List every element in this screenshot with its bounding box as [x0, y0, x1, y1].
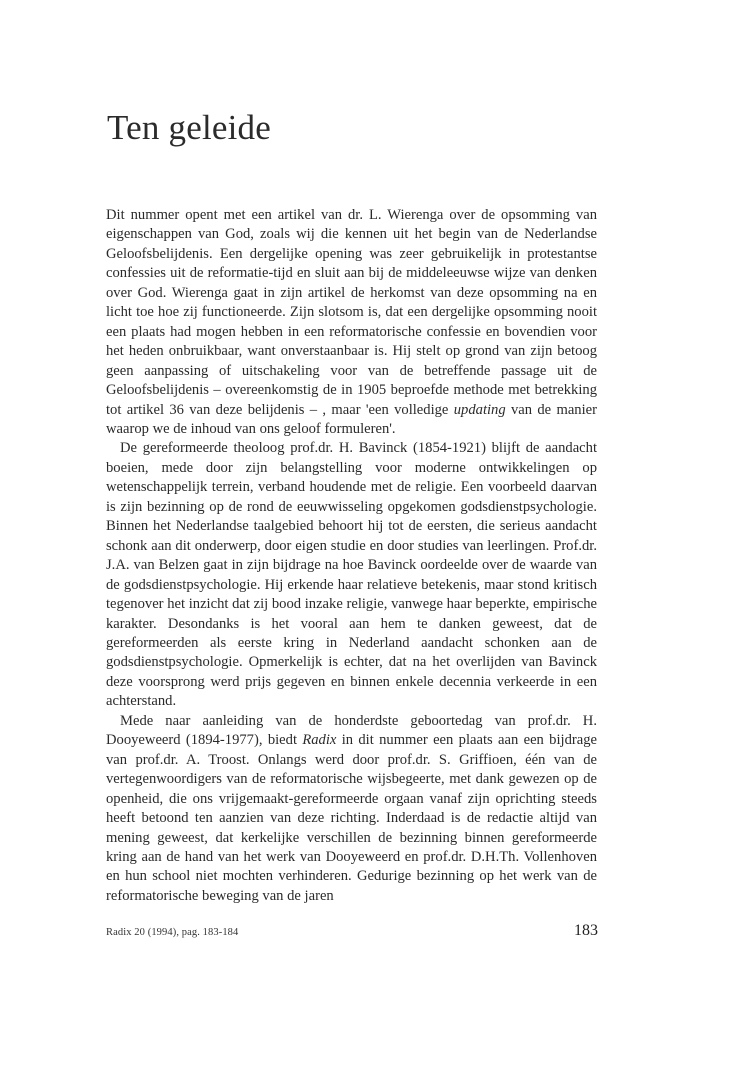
article-body — [106, 206, 597, 906]
paragraph-1-text-a: Dit nummer opent met een artikel van dr. L. Wierenga over de opsomming van eigenschappen van God, zoals wij die kennen uit het begin van de Nederlandse Geloofsbelijdenis. Een dergelijke opening was zeer gebruikelijk in protestantse confessies uit de reformatie-tijd en sluit aan bij de middeleeuwse wijze van denken over God. Wierenga gaat in zijn artikel de herkomst van deze opsomming na en licht toe hoe zij functioneerde. Zijn slotsom is, dat een dergelijke opsomming nooit een plaats had mogen hebben in een reformatorische confessie en bovendien voor het heden onbruikbaar, want onverstaanbaar is. Hij stelt op grond van zijn betoog geen aanpassing of uitschakeling voor van de betreffende passage uit de Geloofsbelijdenis – overeenkomstig de in 1905 beproefde methode met betrekking tot artikel 36 van deze belijdenis – , maar 'een volledige — [106, 207, 597, 418]
paragraph-3-text-b: in dit nummer een plaats aan een bijdrage van prof.dr. A. Troost. Onlangs werd door prof.dr. S. Griffioen, één van de vertegenwoordigers van de reformatorische wijsbegeerte, met dank gewezen op de openheid, die ons vrijgemaakt-gereformeerde orgaan vanaf zijn oprichting steeds heeft betoond ten aanzien van deze richting. Inderdaad is de redactie altijd van mening geweest, dat kerkelijke verschillen de bezinning binnen gereformeerde kring aan de hand van het werk van Dooyeweerd en prof.dr. D.H.Th. Vollenhoven en hun school niet mochten verhinderen. Gedurige bezinning op het werk van de reformatorische beweging van de jaren — [106, 732, 597, 904]
page-title: Ten geleide — [107, 108, 271, 147]
journal-citation: Radix 20 (1994), pag. 183-184 — [106, 927, 239, 938]
paragraph-2: De gereformeerde theoloog prof.dr. H. Bavinck (1854-1921) blijft de aandacht boeien, mede door zijn belangstelling voor moderne ontwikkelingen op wetenschappelijk terrein, verband houdende met de religie. Een voorbeeld daarvan is zijn bezinning op de rond de eeuwwisseling opgekomen godsdienstpsychologie. Binnen het Nederlandse taalgebied behoort hij tot de eersten, die serieus aandacht schonk aan dit onderwerp, door eigen studie en door studies van leerlingen. Prof.dr. J.A. van Belzen gaat in zijn bijdrage na hoe Bavinck oordeelde over de waarde van de godsdienstpsychologie. Hij erkende haar relatieve betekenis, maar stond kritisch tegenover het inzicht dat zij bood inzake religie, vanwege haar beperkte, empirische karakter. Desondanks is het vooral aan hem te danken geweest, dat de gereformeerden als eerste kring in Nederland aandacht schonken aan de godsdienstpsychologie. Opmerkelijk is echter, dat na het overlijden van Bavinck deze voorsprong werd prijs gegeven en binnen enkele decennia verkeerde in een achterstand. — [106, 440, 597, 710]
paragraph-1-text-b: van de manier waarop we de inhoud van ons geloof formuleren'. — [106, 401, 597, 437]
paragraph-1 — [106, 206, 597, 439]
emphasis-radix: Radix — [302, 732, 337, 749]
paragraph-3-text-a: Mede naar aanleiding van de honderdste geboortedag van prof.dr. H. Dooyeweerd (1894-1977), biedt — [106, 712, 597, 749]
page-number: 183 — [574, 922, 598, 939]
page-footer — [106, 922, 598, 946]
emphasis-updating: updating — [453, 401, 506, 418]
paragraph-3 — [106, 712, 597, 907]
